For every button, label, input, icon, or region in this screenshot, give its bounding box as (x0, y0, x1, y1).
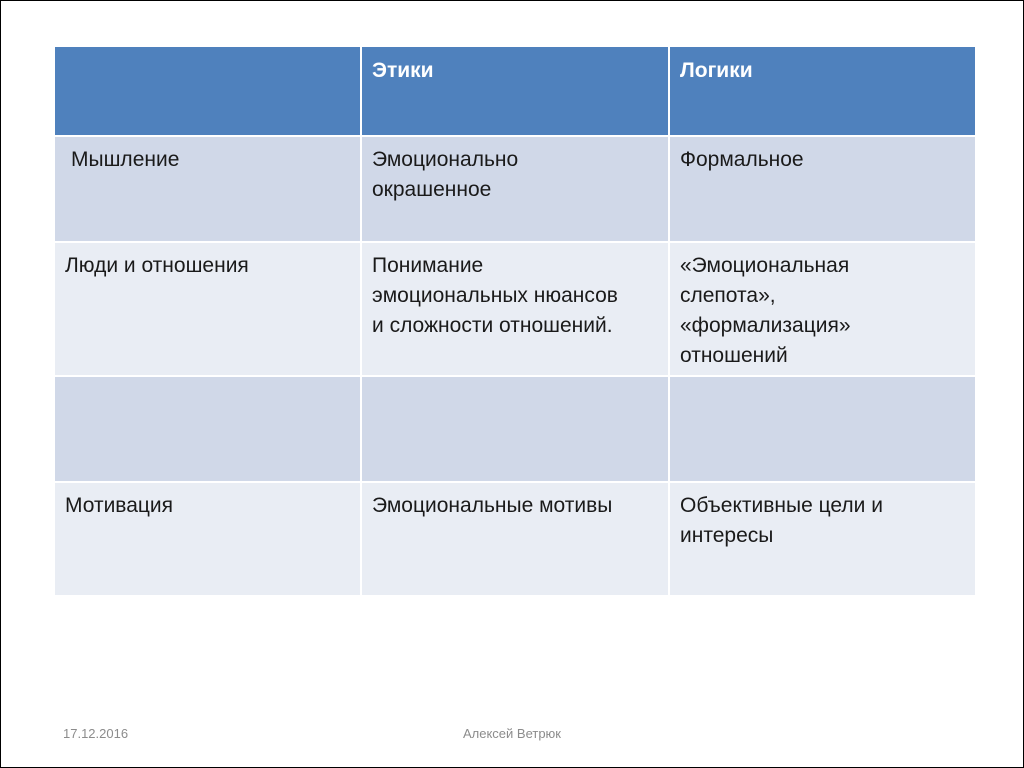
row-label-cell: Мышление (54, 136, 361, 242)
table-row (54, 482, 976, 596)
table-cell (361, 376, 669, 482)
table-cell: Понимание эмоциональных нюансов и сложности отношений. (361, 242, 669, 376)
table-cell: Эмоциональные мотивы (361, 482, 669, 596)
footer-author: Алексей Ветрюк (462, 726, 561, 741)
row-label-cell: Мотивация (54, 482, 361, 596)
header-cell-logics: Логики (669, 46, 976, 136)
table-row (54, 242, 976, 376)
table-cell: Формальное (669, 136, 976, 242)
table-row (54, 376, 976, 482)
table-row (54, 136, 976, 242)
row-label-cell (54, 376, 361, 482)
header-cell-empty (54, 46, 361, 136)
table-cell: «Эмоциональная слепота», «формализация» отношений (669, 242, 976, 376)
header-cell-ethics: Этики (361, 46, 669, 136)
table-header-row (54, 46, 976, 136)
table-cell (669, 376, 976, 482)
table-cell: Эмоционально окрашенное (361, 136, 669, 242)
footer-date: 17.12.2016 (63, 726, 129, 741)
comparison-table (53, 45, 977, 597)
row-label-cell: Люди и отношения (54, 242, 361, 376)
table-cell: Объективные цели и интересы (669, 482, 976, 596)
